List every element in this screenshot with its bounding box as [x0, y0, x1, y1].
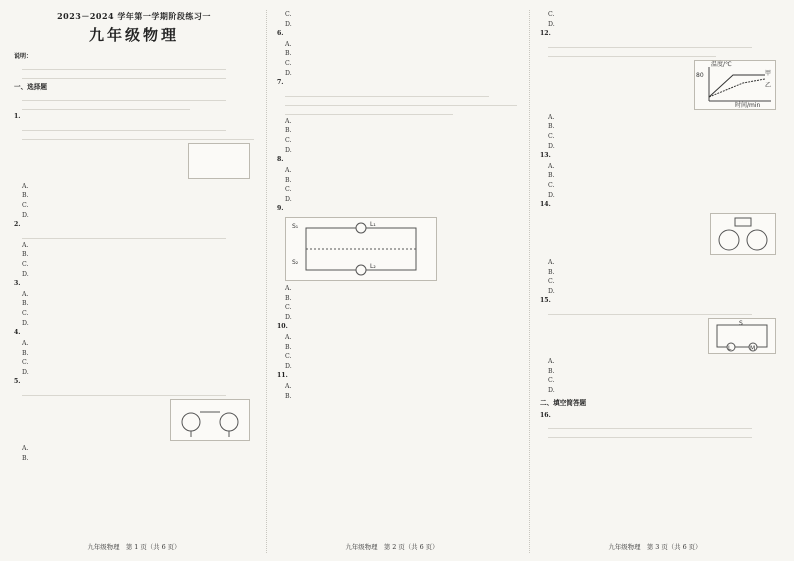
question-line	[548, 50, 716, 57]
option[interactable]: A.	[285, 284, 292, 292]
option[interactable]: A.	[548, 113, 555, 121]
question-13	[540, 151, 780, 161]
question-number: 9.	[277, 205, 284, 213]
question-6	[277, 29, 517, 39]
figure-circuit-q9	[285, 217, 437, 281]
option[interactable]: A.	[285, 166, 292, 174]
question-2	[14, 220, 254, 230]
option[interactable]: C.	[285, 60, 292, 68]
section-heading: 一、选择题	[14, 82, 47, 91]
option[interactable]: A.	[285, 40, 292, 48]
question-number: 13.	[540, 152, 551, 160]
option[interactable]: C.	[22, 201, 29, 209]
option[interactable]: D.	[548, 386, 555, 394]
question-12	[540, 29, 780, 39]
page-footer: 九年级物理 第 2 页（共 6 页）	[345, 543, 439, 552]
question-number: 8.	[277, 156, 284, 164]
circuit-label: S₁	[292, 222, 299, 230]
option[interactable]: B.	[548, 367, 555, 375]
circuit-label: L₂	[370, 262, 376, 270]
option[interactable]: C.	[548, 11, 555, 18]
chart-series-label: 乙	[765, 81, 772, 89]
question-number: 2.	[14, 221, 21, 229]
option[interactable]: D.	[285, 362, 292, 370]
question-line	[285, 90, 489, 97]
question-number: 7.	[277, 79, 284, 87]
option[interactable]: A.	[285, 117, 292, 125]
question-number: 11.	[277, 372, 288, 380]
option[interactable]: A.	[548, 162, 555, 170]
option[interactable]: D.	[22, 368, 29, 376]
option[interactable]: D.	[22, 319, 29, 327]
figure-circuit-q15	[708, 318, 776, 354]
question-number: 10.	[277, 323, 288, 331]
option[interactable]: B.	[285, 127, 292, 135]
option[interactable]: A.	[22, 290, 29, 298]
question-number: 3.	[14, 280, 21, 288]
section-heading: 二、填空简答题	[540, 399, 587, 408]
circuit-label: S	[739, 319, 743, 327]
chart-series-label: 甲	[765, 69, 772, 77]
option[interactable]: D.	[548, 191, 555, 199]
question-7	[277, 78, 517, 88]
option[interactable]: B.	[22, 300, 29, 308]
option[interactable]: B.	[285, 50, 292, 58]
circuit-label: S₂	[292, 258, 299, 266]
answer-blank[interactable]	[548, 422, 752, 429]
column-3	[529, 10, 780, 553]
exam-header: 2023－2024 学年第一学期阶段练习一	[57, 11, 211, 21]
question-line	[22, 389, 226, 396]
option[interactable]: C.	[22, 261, 29, 269]
option[interactable]: C.	[285, 304, 292, 312]
question-8	[277, 155, 517, 165]
option[interactable]: D.	[22, 211, 29, 219]
option[interactable]: B.	[22, 192, 29, 200]
chart-tick-label: 80	[696, 71, 704, 79]
electroscope-drawing	[171, 400, 249, 440]
option[interactable]: A.	[285, 334, 292, 342]
page-footer: 九年级物理 第 1 页（共 6 页）	[87, 543, 181, 552]
circuit-label: L	[728, 344, 732, 352]
question-11	[277, 371, 517, 381]
option[interactable]: B.	[285, 343, 292, 351]
option[interactable]: D.	[285, 313, 292, 321]
option[interactable]: B.	[285, 294, 292, 302]
option[interactable]: A.	[22, 241, 29, 249]
question-line	[548, 41, 752, 48]
figure-tea-cup	[188, 143, 250, 179]
circuit-label: L₁	[370, 220, 376, 228]
question-16	[540, 411, 780, 421]
option[interactable]: A.	[285, 383, 292, 391]
option[interactable]: C.	[22, 359, 29, 367]
question-5	[14, 377, 254, 387]
instruction-line	[22, 63, 226, 70]
column-1	[14, 10, 254, 553]
question-4	[14, 328, 254, 338]
option[interactable]: D.	[285, 69, 292, 77]
series-b-line	[709, 79, 765, 97]
question-10	[277, 322, 517, 332]
option[interactable]: C.	[548, 133, 555, 141]
figure-temperature-chart	[694, 60, 776, 110]
option[interactable]: D.	[548, 20, 555, 28]
option[interactable]: D.	[285, 20, 292, 28]
option[interactable]: A.	[22, 182, 29, 190]
instructions-label: 说明：	[14, 52, 33, 60]
option[interactable]: B.	[22, 454, 29, 462]
answer-blank[interactable]	[548, 431, 752, 438]
fruit-battery-drawing	[711, 214, 775, 254]
exam-title: 九年级物理	[88, 26, 179, 45]
question-14	[540, 200, 780, 210]
circuit-q9-drawing	[286, 218, 436, 280]
option[interactable]: B.	[548, 268, 555, 276]
figure-electroscope	[170, 399, 250, 441]
figure-fruit-battery	[710, 213, 776, 255]
option[interactable]: A.	[22, 444, 29, 452]
question-number: 1.	[14, 113, 21, 121]
question-number: 15.	[540, 297, 551, 305]
option[interactable]: C.	[285, 11, 292, 18]
option[interactable]: C.	[548, 182, 555, 190]
option[interactable]: C.	[22, 310, 29, 318]
circuit-label: M	[750, 344, 756, 352]
option[interactable]: D.	[548, 287, 555, 295]
question-number: 16.	[540, 411, 551, 419]
section-desc-line	[22, 94, 226, 101]
question-line	[22, 124, 226, 131]
question-9	[277, 204, 517, 214]
option[interactable]: A.	[548, 258, 555, 266]
chart-x-label: 时间/min	[735, 101, 761, 109]
question-line	[285, 108, 453, 115]
option[interactable]: C.	[548, 377, 555, 385]
chart-y-label: 温度/℃	[711, 60, 732, 68]
question-1	[14, 112, 254, 122]
option[interactable]: C.	[285, 353, 292, 361]
option[interactable]: D.	[22, 270, 29, 278]
option[interactable]: D.	[548, 142, 555, 150]
question-number: 5.	[14, 378, 21, 386]
section-desc-line	[22, 103, 190, 110]
instructions	[14, 52, 254, 61]
option[interactable]: C.	[548, 278, 555, 286]
option[interactable]: B.	[22, 251, 29, 259]
question-number: 14.	[540, 201, 551, 209]
option[interactable]: B.	[285, 392, 292, 400]
question-line	[22, 232, 226, 239]
question-15	[540, 296, 780, 306]
column-2	[266, 10, 517, 553]
instruction-line	[22, 72, 226, 79]
option[interactable]: B.	[548, 172, 555, 180]
question-number: 12.	[540, 30, 551, 38]
option[interactable]: A.	[22, 339, 29, 347]
question-line	[22, 133, 254, 140]
question-line	[285, 99, 517, 106]
option[interactable]: B.	[285, 176, 292, 184]
question-line	[548, 308, 752, 315]
option[interactable]: C.	[285, 137, 292, 145]
option[interactable]: D.	[285, 195, 292, 203]
option[interactable]: D.	[285, 146, 292, 154]
question-number: 6.	[277, 30, 284, 38]
option[interactable]: C.	[285, 186, 292, 194]
question-3	[14, 279, 254, 289]
page-footer: 九年级物理 第 3 页（共 6 页）	[608, 543, 702, 552]
option[interactable]: B.	[548, 123, 555, 131]
option[interactable]: B.	[22, 349, 29, 357]
question-number: 4.	[14, 329, 21, 337]
option[interactable]: A.	[548, 357, 555, 365]
